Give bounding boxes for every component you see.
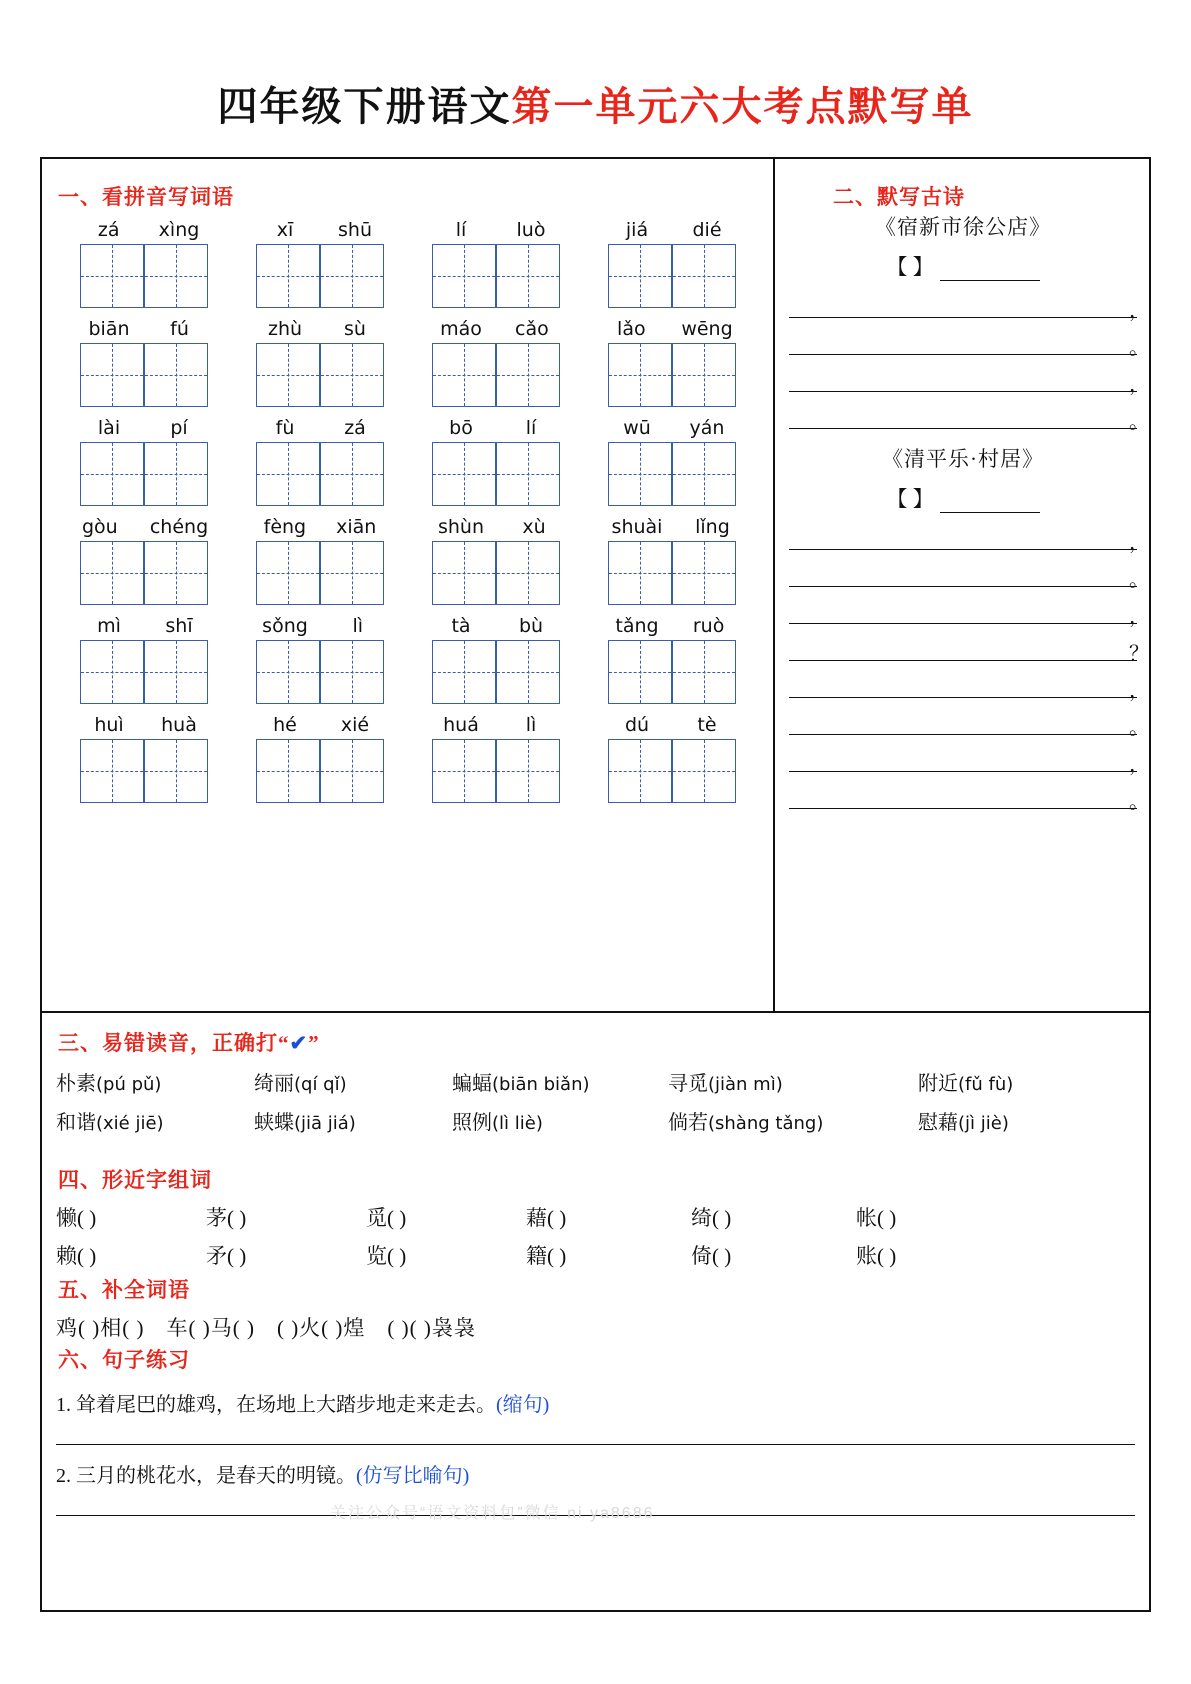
tianzige-box[interactable] — [144, 442, 208, 506]
pinyin-syllable: lǐng — [695, 516, 730, 538]
pinyin-label — [56, 415, 232, 439]
poem2-mark: ， — [1129, 532, 1149, 554]
tianzige-box[interactable] — [256, 541, 320, 605]
tianzige-box[interactable] — [320, 244, 384, 308]
poem1-line[interactable] — [789, 281, 1149, 322]
tianzige-box[interactable] — [256, 343, 320, 407]
poem-title-1: 《宿新市徐公店》 — [875, 215, 1051, 239]
pinyin-row — [56, 415, 761, 506]
poem2-line[interactable] — [789, 698, 1149, 739]
tianzige-box[interactable] — [320, 739, 384, 803]
pron-word: 慰藉 — [918, 1112, 958, 1134]
pinyin-label — [56, 316, 232, 340]
section6-heading: 六、句子练习 — [58, 1348, 190, 1372]
pinyin-syllable: sǒng — [262, 615, 308, 637]
section2-heading: 二、默写古诗 — [833, 185, 965, 209]
similar-char-item[interactable]: 懒( ) — [56, 1206, 97, 1230]
section-pinyin-writing — [42, 159, 773, 1011]
word-cell — [232, 316, 408, 407]
pinyin-row — [56, 316, 761, 407]
pronunciation-item[interactable] — [254, 1067, 452, 1096]
similar-char-item[interactable]: 帐( ) — [856, 1206, 897, 1230]
pinyin-syllable: bù — [518, 615, 544, 637]
pron-options[interactable]: (lì liè) — [492, 1113, 543, 1134]
tianzige-box[interactable] — [432, 640, 496, 704]
section1-heading: 一、看拼音写词语 — [58, 185, 234, 209]
pron-options[interactable]: (qí qǐ) — [294, 1074, 347, 1095]
tianzige-box[interactable] — [256, 739, 320, 803]
tianzige-box[interactable] — [144, 541, 208, 605]
poem2-line[interactable] — [789, 550, 1149, 591]
pron-options[interactable]: (xié jiē) — [96, 1113, 164, 1134]
poem1-line[interactable] — [789, 318, 1149, 359]
poem1-mark: ， — [1129, 300, 1149, 322]
tianzige-box[interactable] — [672, 640, 736, 704]
tianzige-box[interactable] — [432, 541, 496, 605]
section-complete-words — [42, 1274, 1149, 1342]
tianzige-box[interactable] — [320, 343, 384, 407]
pron-options[interactable]: (jiàn mì) — [708, 1074, 783, 1095]
pinyin-label — [232, 217, 408, 241]
tianzige-box[interactable] — [144, 343, 208, 407]
tianzige-pair[interactable] — [56, 541, 232, 605]
pinyin-syllable: shī — [165, 615, 193, 637]
tianzige-box[interactable] — [80, 343, 144, 407]
pinyin-label — [408, 613, 584, 637]
pinyin-label — [232, 415, 408, 439]
tianzige-box[interactable] — [80, 739, 144, 803]
pinyin-syllable: chéng — [149, 516, 209, 538]
pinyin-syllable: cǎo — [515, 318, 549, 340]
pron-word: 绮丽 — [254, 1073, 294, 1095]
tianzige-box[interactable] — [608, 442, 672, 506]
word-cell — [584, 712, 760, 803]
poem2-author-blank[interactable] — [940, 492, 1040, 513]
word-cell — [56, 217, 232, 308]
pinyin-syllable: shuài — [611, 516, 663, 538]
pinyin-label — [584, 514, 760, 538]
word-cell — [408, 316, 584, 407]
pinyin-syllable: bō — [449, 417, 473, 439]
word-cell — [584, 415, 760, 506]
pinyin-label — [232, 514, 408, 538]
tianzige-pair[interactable] — [408, 442, 584, 506]
similar-char-item[interactable]: 矛( ) — [206, 1244, 247, 1268]
pinyin-syllable: shùn — [437, 516, 485, 538]
tianzige-box[interactable] — [496, 739, 560, 803]
tianzige-pair[interactable] — [408, 343, 584, 407]
tianzige-pair[interactable] — [56, 442, 232, 506]
tianzige-pair[interactable] — [232, 739, 408, 803]
pronunciation-item[interactable] — [56, 1106, 254, 1135]
tianzige-box[interactable] — [320, 640, 384, 704]
pron-options[interactable]: (jiā jiá) — [294, 1113, 356, 1134]
word-cell — [56, 514, 232, 605]
tianzige-box[interactable] — [608, 541, 672, 605]
tianzige-box[interactable] — [144, 244, 208, 308]
poem-title-2: 《清平乐·村居》 — [882, 447, 1044, 471]
poem2-mark: 。 — [1129, 569, 1149, 591]
similar-char-item[interactable]: 籍( ) — [526, 1244, 567, 1268]
pinyin-label — [584, 217, 760, 241]
pinyin-syllable: xìng — [158, 219, 200, 241]
pron-word: 蛱蝶 — [254, 1112, 294, 1134]
pinyin-syllable: ruò — [692, 615, 725, 637]
pron-word: 朴素 — [56, 1073, 96, 1095]
pinyin-label — [408, 415, 584, 439]
tianzige-box[interactable] — [80, 442, 144, 506]
pinyin-row — [56, 613, 761, 704]
pinyin-syllable: xù — [522, 516, 546, 538]
tianzige-box[interactable] — [432, 343, 496, 407]
tianzige-pair[interactable] — [408, 640, 584, 704]
pron-word: 照例 — [452, 1112, 492, 1134]
pronunciation-item[interactable] — [668, 1067, 918, 1096]
pinyin-syllable: fù — [275, 417, 295, 439]
pinyin-syllable: hé — [273, 714, 297, 736]
pinyin-syllable: luò — [516, 219, 546, 241]
word-cell — [408, 514, 584, 605]
word-cell — [232, 613, 408, 704]
pinyin-syllable: huà — [161, 714, 197, 736]
pinyin-syllable: sù — [344, 318, 366, 340]
pinyin-syllable: lí — [455, 219, 467, 241]
pinyin-syllable: shū — [338, 219, 372, 241]
word-cell — [584, 613, 760, 704]
poem2-line[interactable] — [789, 772, 1149, 813]
pinyin-label — [584, 415, 760, 439]
word-cell — [584, 217, 760, 308]
pinyin-syllable: pí — [170, 417, 188, 439]
pinyin-syllable: zhù — [267, 318, 303, 340]
pronunciation-item[interactable] — [452, 1106, 668, 1135]
pinyin-syllable: xī — [276, 219, 294, 241]
similar-char-item[interactable]: 览( ) — [366, 1244, 407, 1268]
q1-hint: (缩句) — [496, 1394, 550, 1416]
pinyin-label — [56, 217, 232, 241]
section3-heading-text: 三、易错读音，正确打“ — [58, 1031, 290, 1055]
section3-heading-end: ” — [308, 1031, 320, 1055]
pinyin-label — [584, 613, 760, 637]
pinyin-syllable: xiān — [336, 516, 377, 538]
pron-options[interactable]: (fǔ fù) — [958, 1074, 1014, 1095]
pron-word: 附近 — [918, 1073, 958, 1095]
tianzige-pair[interactable] — [232, 244, 408, 308]
poem1-line[interactable] — [789, 355, 1149, 396]
section-sentence-practice — [42, 1344, 1149, 1516]
tianzige-pair[interactable] — [232, 541, 408, 605]
word-cell — [56, 613, 232, 704]
pinyin-syllable: lì — [352, 615, 364, 637]
tianzige-box[interactable] — [672, 343, 736, 407]
pron-options[interactable]: (jì jiè) — [958, 1113, 1009, 1134]
tianzige-box[interactable] — [80, 244, 144, 308]
watermark: 关注公众号“语文资料包”微信 ni ya8686 — [330, 1505, 655, 1522]
similar-char-item[interactable]: 账( ) — [856, 1244, 897, 1268]
poem1-mark: ， — [1129, 374, 1149, 396]
pron-options[interactable]: (pú pǔ) — [96, 1074, 162, 1095]
section5-heading: 五、补全词语 — [58, 1278, 190, 1302]
poem2-mark: ， — [1129, 606, 1149, 628]
pinyin-syllable: zá — [344, 417, 366, 439]
pinyin-syllable: wū — [623, 417, 651, 439]
pinyin-syllable: dú — [624, 714, 650, 736]
word-cell — [408, 415, 584, 506]
tianzige-box[interactable] — [672, 541, 736, 605]
pinyin-syllable: biān — [88, 318, 130, 340]
tianzige-box[interactable] — [496, 244, 560, 308]
similar-char-item[interactable]: 茅( ) — [206, 1206, 247, 1230]
pronunciation-item[interactable] — [452, 1067, 668, 1096]
tianzige-box[interactable] — [496, 541, 560, 605]
page-title-black: 四年级下册语文 — [217, 84, 512, 129]
poem1-line[interactable] — [789, 392, 1149, 433]
poem2-line[interactable] — [789, 513, 1149, 554]
tianzige-pair[interactable] — [56, 640, 232, 704]
pinyin-syllable: fú — [170, 318, 189, 340]
pronunciation-item[interactable] — [254, 1106, 452, 1135]
pinyin-syllable: tǎng — [615, 615, 659, 637]
poem1-mark: 。 — [1129, 411, 1149, 433]
pinyin-syllable: fèng — [263, 516, 307, 538]
poem2-line[interactable] — [789, 735, 1149, 776]
poem2-line[interactable] — [789, 661, 1149, 702]
tianzige-box[interactable] — [320, 541, 384, 605]
word-cell — [56, 415, 232, 506]
tianzige-box[interactable] — [608, 244, 672, 308]
tianzige-box[interactable] — [672, 244, 736, 308]
tianzige-pair[interactable] — [584, 244, 760, 308]
poem2-mark: 。 — [1129, 717, 1149, 739]
q2-hint: (仿写比喻句) — [356, 1465, 470, 1487]
pinyin-syllable: wēng — [681, 318, 733, 340]
pronunciation-item[interactable] — [668, 1106, 918, 1135]
tianzige-box[interactable] — [672, 442, 736, 506]
section3-heading — [58, 1027, 1149, 1057]
word-cell — [232, 712, 408, 803]
pinyin-syllable: jiá — [625, 219, 649, 241]
complete-words-row[interactable]: 鸡( )相( ) 车( )马( ) ( )火( )煌 ( )( )袅袅 — [56, 1316, 476, 1340]
q1-answer-line[interactable] — [56, 1443, 1135, 1445]
tianzige-box[interactable] — [144, 739, 208, 803]
word-cell — [232, 217, 408, 308]
tianzige-box[interactable] — [256, 442, 320, 506]
pinyin-syllable: gòu — [81, 516, 118, 538]
poem1-mark: 。 — [1129, 337, 1149, 359]
tianzige-box[interactable] — [608, 343, 672, 407]
pinyin-label — [56, 613, 232, 637]
q1-text: 1. 耸着尾巴的雄鸡，在场地上大踏步地走来走去。 — [56, 1394, 496, 1416]
poem1-author-blank[interactable] — [940, 260, 1040, 281]
pron-options[interactable]: (shàng tǎng) — [708, 1113, 824, 1134]
poem2-mark: ， — [1129, 754, 1149, 776]
tianzige-box[interactable] — [432, 739, 496, 803]
tianzige-box[interactable] — [432, 244, 496, 308]
pinyin-label — [408, 217, 584, 241]
tianzige-pair[interactable] — [584, 442, 760, 506]
pron-options[interactable]: (biān biǎn) — [492, 1074, 590, 1095]
pinyin-syllable: tè — [697, 714, 717, 736]
pinyin-syllable: yán — [689, 417, 725, 439]
pinyin-row — [56, 514, 761, 605]
section-similar-characters — [42, 1164, 1149, 1270]
tianzige-box[interactable] — [80, 640, 144, 704]
sentence-question-1 — [56, 1388, 1149, 1417]
word-cell — [584, 316, 760, 407]
pinyin-syllable: lì — [525, 714, 537, 736]
similar-char-row — [56, 1202, 1149, 1232]
pinyin-label — [56, 712, 232, 736]
tianzige-pair[interactable] — [408, 244, 584, 308]
tianzige-pair[interactable] — [232, 640, 408, 704]
similar-char-item[interactable]: 绮( ) — [691, 1206, 732, 1230]
pinyin-syllable: mì — [97, 615, 121, 637]
pinyin-syllable: huá — [443, 714, 479, 736]
poem1-author-line — [775, 251, 1151, 281]
pinyin-grid — [56, 217, 761, 811]
pinyin-syllable: lǎo — [617, 318, 646, 340]
pronunciation-row — [56, 1106, 1149, 1135]
tianzige-box[interactable] — [256, 244, 320, 308]
sentence-question-2 — [56, 1459, 1149, 1488]
tianzige-box[interactable] — [608, 739, 672, 803]
pinyin-row — [56, 217, 761, 308]
pron-word: 寻觅 — [668, 1073, 708, 1095]
pinyin-label — [408, 514, 584, 538]
pron-word: 蝙蝠 — [452, 1073, 492, 1095]
poem1-bracket: 【 】 — [886, 255, 934, 279]
tianzige-box[interactable] — [256, 640, 320, 704]
tianzige-pair[interactable] — [584, 541, 760, 605]
word-cell — [408, 217, 584, 308]
tianzige-pair[interactable] — [584, 739, 760, 803]
tianzige-pair[interactable] — [584, 640, 760, 704]
poem2-mark: 。 — [1129, 791, 1149, 813]
tianzige-box[interactable] — [608, 640, 672, 704]
pron-word: 和谐 — [56, 1112, 96, 1134]
pron-word: 倘若 — [668, 1112, 708, 1134]
pinyin-label — [232, 316, 408, 340]
q2-text: 2. 三月的桃花水，是春天的明镜。 — [56, 1465, 356, 1487]
word-cell — [408, 712, 584, 803]
worksheet-frame — [40, 157, 1151, 1612]
tianzige-box[interactable] — [432, 442, 496, 506]
pronunciation-item[interactable] — [918, 1106, 1009, 1135]
pinyin-syllable: lí — [525, 417, 537, 439]
similar-char-item[interactable]: 倚( ) — [691, 1244, 732, 1268]
pinyin-label — [584, 712, 760, 736]
pinyin-label — [408, 316, 584, 340]
pronunciation-row — [56, 1067, 1149, 1096]
pronunciation-item[interactable] — [918, 1067, 1013, 1096]
pinyin-label — [232, 712, 408, 736]
pronunciation-item[interactable] — [56, 1067, 254, 1096]
tianzige-pair[interactable] — [408, 541, 584, 605]
tianzige-box[interactable] — [496, 343, 560, 407]
similar-char-item[interactable]: 藉( ) — [526, 1206, 567, 1230]
pinyin-syllable: xié — [340, 714, 370, 736]
pinyin-label — [584, 316, 760, 340]
poem2-line[interactable] — [789, 587, 1149, 628]
pinyin-label — [56, 514, 232, 538]
tianzige-box[interactable] — [496, 442, 560, 506]
poem2-line[interactable] — [789, 624, 1149, 665]
page-title — [0, 0, 1191, 132]
tianzige-pair[interactable] — [232, 442, 408, 506]
word-cell — [232, 415, 408, 506]
similar-char-item[interactable]: 觅( ) — [366, 1206, 407, 1230]
check-mark-icon: ✔ — [289, 1031, 309, 1055]
word-cell — [408, 613, 584, 704]
tianzige-pair[interactable] — [408, 739, 584, 803]
pinyin-syllable: dié — [692, 219, 722, 241]
tianzige-pair[interactable] — [56, 343, 232, 407]
word-cell — [56, 712, 232, 803]
pinyin-label — [408, 712, 584, 736]
tianzige-box[interactable] — [496, 640, 560, 704]
pinyin-syllable: zá — [97, 219, 120, 241]
tianzige-box[interactable] — [320, 442, 384, 506]
pinyin-syllable: máo — [440, 318, 482, 340]
poem2-mark: ？ — [1129, 643, 1149, 665]
pinyin-syllable: tà — [451, 615, 471, 637]
tianzige-pair[interactable] — [56, 739, 232, 803]
tianzige-box[interactable] — [672, 739, 736, 803]
pinyin-label — [232, 613, 408, 637]
similar-char-row — [56, 1240, 1149, 1270]
section-pronunciation — [42, 1013, 1149, 1135]
section-poem-dictation — [775, 159, 1151, 1011]
similar-char-item[interactable]: 赖( ) — [56, 1244, 97, 1268]
page-title-red: 第一单元六大考点默写单 — [511, 84, 974, 129]
tianzige-pair[interactable] — [56, 244, 232, 308]
word-cell — [56, 316, 232, 407]
poem2-author-line — [775, 483, 1151, 513]
poem2-mark: ， — [1129, 680, 1149, 702]
tianzige-pair[interactable] — [232, 343, 408, 407]
word-cell — [232, 514, 408, 605]
tianzige-box[interactable] — [144, 640, 208, 704]
tianzige-pair[interactable] — [584, 343, 760, 407]
tianzige-box[interactable] — [80, 541, 144, 605]
pinyin-row — [56, 712, 761, 803]
pinyin-syllable: huì — [94, 714, 124, 736]
section4-heading: 四、形近字组词 — [58, 1168, 212, 1192]
poem2-bracket: 【 】 — [886, 487, 934, 511]
word-cell — [584, 514, 760, 605]
pinyin-syllable: lài — [97, 417, 121, 439]
